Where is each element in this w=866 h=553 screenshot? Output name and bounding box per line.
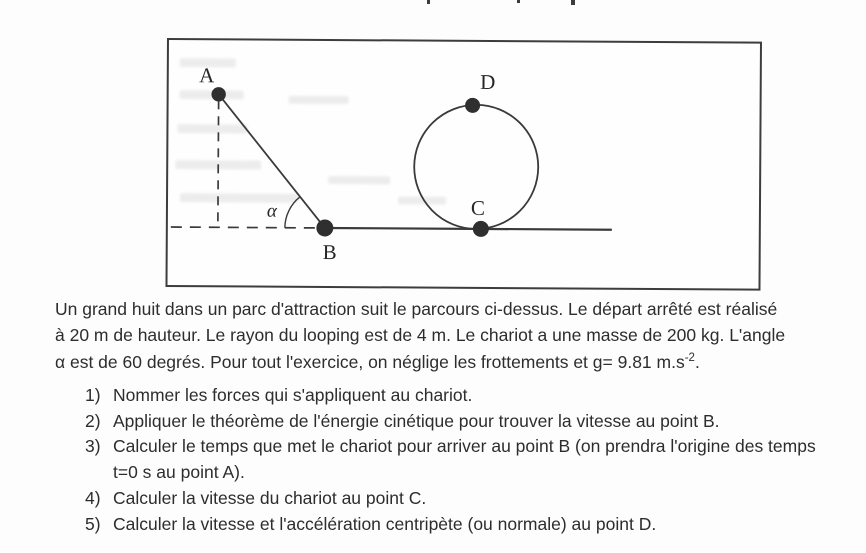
question-text: Appliquer le théorème de l'énergie cinétique pour trouver la vitesse au point B. — [113, 410, 720, 431]
question-number: 5) — [85, 513, 101, 534]
question-text: Nommer les forces qui s'appliquent au chariot. — [113, 385, 473, 405]
statement-line-3-period: . — [694, 351, 700, 372]
point-c-dot — [473, 221, 489, 237]
statement-line-2: à 20 m de hauteur. Le rayon du looping est de 4 m. Le chariot a une masse de 200 kg. L'angle — [55, 325, 786, 346]
base-dashed-line — [171, 227, 325, 228]
question-number: 3) — [85, 436, 101, 457]
statement-line-3-text: α est de 60 degrés. Pour tout l'exercice, on néglige les frottements et g= 9.81 m.s — [55, 351, 685, 372]
scan-crop-mark — [571, 0, 575, 5]
question-item-4 — [85, 486, 841, 512]
angle-arc — [285, 197, 300, 228]
point-a-label: A — [199, 63, 215, 88]
question-text: Calculer la vitesse du chariot au point C. — [113, 487, 427, 508]
point-b-label: B — [322, 239, 337, 265]
question-item-1 — [85, 383, 841, 409]
question-number: 1) — [85, 385, 101, 405]
question-item-2 — [85, 409, 841, 435]
question-number: 2) — [85, 410, 101, 431]
height-dashed-line — [218, 100, 219, 227]
point-c-label: C — [470, 195, 486, 220]
track-diagram — [167, 40, 759, 289]
point-b-dot — [316, 219, 333, 236]
point-a-dot — [211, 87, 225, 101]
question-list — [85, 383, 841, 537]
scan-crop-mark — [517, 0, 520, 3]
question-number: 4) — [85, 487, 101, 508]
statement-line-3 — [55, 349, 855, 375]
question-text: Calculer la vitesse et l'accélération centripète (ou normale) au point D. — [113, 513, 657, 534]
question-item-3 — [85, 434, 841, 485]
statement-line-1: Un grand huit dans un parc d'attraction suit le parcours ci-dessus. Le départ arrêté est réalisé — [55, 299, 778, 319]
scan-crop-mark — [427, 0, 430, 4]
question-text: Calculer le temps que met le chariot pour arriver au point B (on prendra l'origine des temps t=0 s au point A). — [113, 436, 816, 483]
diagram-frame — [165, 38, 762, 291]
problem-statement — [55, 296, 855, 375]
gravity-exponent: -2 — [684, 351, 695, 364]
angle-alpha-label: α — [266, 200, 278, 222]
point-d-dot — [465, 98, 480, 113]
question-item-5 — [85, 512, 841, 538]
point-d-label: D — [480, 69, 496, 95]
